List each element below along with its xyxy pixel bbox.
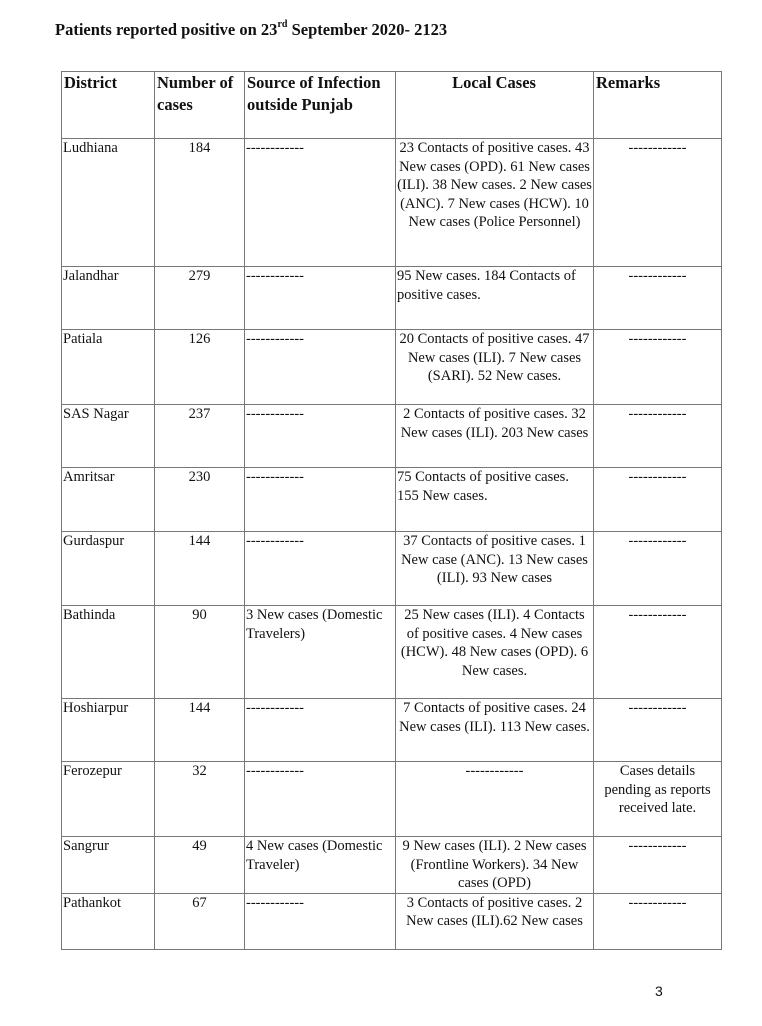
table-row — [62, 893, 722, 949]
source-cell: ------------ — [245, 893, 396, 949]
remarks-cell: ------------ — [594, 606, 722, 699]
title-prefix: Patients reported positive on 23 — [55, 20, 278, 39]
title-suffix: September 2020- 2123 — [287, 20, 448, 39]
remarks-cell: ------------ — [594, 893, 722, 949]
district-cell: Sangrur — [62, 837, 155, 894]
local-cases-cell: 20 Contacts of positive cases. 47 New cases (ILI). 7 New cases (SARI). 52 New cases. — [396, 330, 594, 405]
table-row — [62, 330, 722, 405]
district-cell: SAS Nagar — [62, 405, 155, 468]
source-cell: ------------ — [245, 699, 396, 762]
remarks-cell: Cases details pending as reports received late. — [594, 762, 722, 837]
page-number: 3 — [655, 983, 663, 999]
district-cell: Gurdaspur — [62, 532, 155, 606]
table-row — [62, 837, 722, 894]
remarks-cell: ------------ — [594, 330, 722, 405]
local-cases-cell: 23 Contacts of positive cases. 43 New cases (OPD). 61 New cases (ILI). 38 New cases. 2 New cases (ANC). 7 New cases (HCW). 10 New cases (Police Personnel) — [396, 139, 594, 267]
table-row — [62, 762, 722, 837]
header-local-cases: Local Cases — [396, 72, 594, 139]
cases-cell: 126 — [155, 330, 245, 405]
source-cell: ------------ — [245, 532, 396, 606]
header-district: District — [62, 72, 155, 139]
remarks-cell: ------------ — [594, 139, 722, 267]
local-cases-cell: 2 Contacts of positive cases. 32 New cases (ILI). 203 New cases — [396, 405, 594, 468]
table-row — [62, 267, 722, 330]
cases-cell: 90 — [155, 606, 245, 699]
local-cases-cell: ------------ — [396, 762, 594, 837]
source-cell: ------------ — [245, 139, 396, 267]
district-cell: Ludhiana — [62, 139, 155, 267]
local-cases-cell: 37 Contacts of positive cases. 1 New case (ANC). 13 New cases (ILI). 93 New cases — [396, 532, 594, 606]
remarks-cell: ------------ — [594, 532, 722, 606]
local-cases-cell: 3 Contacts of positive cases. 2 New cases (ILI).62 New cases — [396, 893, 594, 949]
table-row — [62, 468, 722, 532]
cases-cell: 144 — [155, 699, 245, 762]
header-source: Source of Infection outside Punjab — [245, 72, 396, 139]
table-row — [62, 532, 722, 606]
table-row — [62, 139, 722, 267]
source-cell: ------------ — [245, 330, 396, 405]
district-cell: Jalandhar — [62, 267, 155, 330]
table-row — [62, 699, 722, 762]
local-cases-cell: 25 New cases (ILI). 4 Contacts of positive cases. 4 New cases (HCW). 48 New cases (OPD). 6 New cases. — [396, 606, 594, 699]
local-cases-cell: 9 New cases (ILI). 2 New cases (Frontline Workers). 34 New cases (OPD) — [396, 837, 594, 894]
cases-cell: 49 — [155, 837, 245, 894]
header-remarks: Remarks — [594, 72, 722, 139]
local-cases-cell: 95 New cases. 184 Contacts of positive cases. — [396, 267, 594, 330]
header-cases: Number of cases — [155, 72, 245, 139]
cases-cell: 32 — [155, 762, 245, 837]
cases-cell: 237 — [155, 405, 245, 468]
page-title — [55, 20, 447, 40]
title-superscript: rd — [277, 18, 288, 30]
table-header-row — [62, 72, 722, 139]
district-cell: Hoshiarpur — [62, 699, 155, 762]
cases-table — [61, 71, 722, 950]
source-cell: 4 New cases (Domestic Traveler) — [245, 837, 396, 894]
remarks-cell: ------------ — [594, 699, 722, 762]
source-cell: ------------ — [245, 267, 396, 330]
local-cases-cell: 75 Contacts of positive cases. 155 New cases. — [396, 468, 594, 532]
district-cell: Amritsar — [62, 468, 155, 532]
source-cell: ------------ — [245, 762, 396, 837]
cases-cell: 184 — [155, 139, 245, 267]
local-cases-cell: 7 Contacts of positive cases. 24 New cases (ILI). 113 New cases. — [396, 699, 594, 762]
district-cell: Pathankot — [62, 893, 155, 949]
remarks-cell: ------------ — [594, 405, 722, 468]
district-cell: Ferozepur — [62, 762, 155, 837]
source-cell: 3 New cases (Domestic Travelers) — [245, 606, 396, 699]
district-cell: Patiala — [62, 330, 155, 405]
table-row — [62, 606, 722, 699]
remarks-cell: ------------ — [594, 267, 722, 330]
cases-cell: 230 — [155, 468, 245, 532]
district-cell: Bathinda — [62, 606, 155, 699]
cases-cell: 144 — [155, 532, 245, 606]
table-row — [62, 405, 722, 468]
source-cell: ------------ — [245, 468, 396, 532]
source-cell: ------------ — [245, 405, 396, 468]
remarks-cell: ------------ — [594, 468, 722, 532]
cases-cell: 279 — [155, 267, 245, 330]
cases-cell: 67 — [155, 893, 245, 949]
remarks-cell: ------------ — [594, 837, 722, 894]
